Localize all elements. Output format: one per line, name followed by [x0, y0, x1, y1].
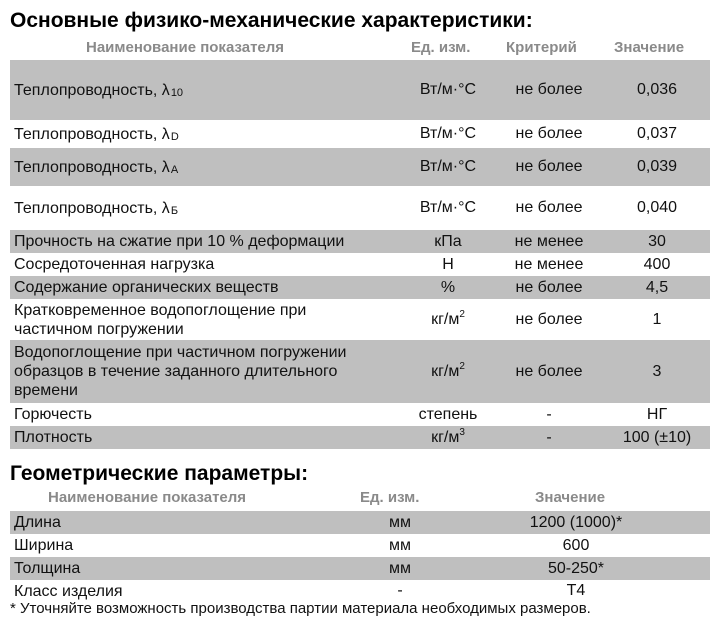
- row-value: 0,037: [636, 125, 678, 142]
- row-value: 0,040: [636, 199, 678, 216]
- row-unit: степень: [418, 405, 478, 423]
- row-name: Содержание органических веществ: [14, 279, 279, 296]
- footnote: * Уточняйте возможность производства партии материала необходимых размеров.: [10, 600, 591, 617]
- row-unit: Вт/м·°С: [419, 199, 477, 216]
- header-unit: Ед. изм.: [411, 39, 471, 56]
- row-unit: кг/м 2: [431, 309, 465, 328]
- row-name: Толщина: [14, 560, 81, 577]
- row-value: 1200 (1000)*: [529, 513, 623, 531]
- row-value: 0,036: [636, 81, 678, 98]
- row-value: 50-250*: [547, 559, 605, 577]
- table-row: [10, 340, 710, 403]
- row-name: Горючесть: [14, 406, 92, 423]
- row-unit: Вт/м·°С: [419, 125, 477, 142]
- row-unit: Н: [442, 255, 454, 273]
- row-name: Класс изделия: [14, 582, 123, 600]
- row-unit: мм: [389, 536, 411, 554]
- table-row: [10, 230, 710, 253]
- table-row: [10, 253, 710, 276]
- header-value: Значение: [535, 489, 606, 506]
- header-name: Наименование показателя: [48, 489, 247, 506]
- row-name: Ширина: [14, 537, 74, 554]
- header-criterion: Критерий: [506, 39, 577, 56]
- table-row: [10, 186, 710, 230]
- row-name: Теплопроводность, λ D: [14, 125, 179, 143]
- row-name: Длина: [14, 514, 61, 531]
- row-name: Сосредоточенная нагрузка: [14, 256, 215, 273]
- row-value: 600: [562, 536, 590, 554]
- row-unit: Вт/м·°С: [419, 158, 477, 175]
- table-row: [10, 60, 710, 120]
- row-name: Плотность: [14, 429, 93, 446]
- row-unit: -: [397, 582, 403, 599]
- section1-title: Основные физико-механические характеристики:: [10, 9, 533, 32]
- row-value: 100 (±10): [622, 428, 692, 446]
- row-criterion: не более: [515, 158, 583, 175]
- row-criterion: не более: [515, 362, 583, 380]
- row-value: 30: [648, 232, 666, 250]
- row-value: 400: [643, 255, 671, 273]
- row-criterion: не более: [515, 81, 583, 98]
- row-value: 4,5: [645, 278, 669, 296]
- row-criterion: не более: [515, 278, 583, 296]
- row-unit: кПа: [434, 232, 462, 250]
- section2-title: Геометрические параметры:: [10, 462, 309, 485]
- table-row: [10, 511, 710, 534]
- header-value: Значение: [614, 39, 685, 56]
- row-criterion: не более: [515, 125, 583, 142]
- row-unit: кг/м 2: [431, 361, 465, 380]
- table-row: [10, 403, 710, 426]
- row-criterion: не менее: [514, 232, 584, 250]
- table-row: [10, 557, 710, 580]
- table-row: [10, 426, 710, 449]
- row-unit: мм: [389, 513, 411, 531]
- row-unit: мм: [389, 559, 411, 577]
- row-name: Теплопроводность, λ A: [14, 158, 179, 176]
- header-unit: Ед. изм.: [360, 489, 420, 506]
- row-value: 0,039: [636, 158, 678, 175]
- table-row: [10, 580, 710, 602]
- row-criterion: -: [546, 428, 552, 446]
- row-unit: Вт/м·°С: [419, 81, 477, 98]
- row-name: Теплопроводность, λ 10: [14, 81, 184, 99]
- row-value: 3: [652, 362, 662, 380]
- row-value: НГ: [646, 405, 668, 423]
- row-value: Т4: [566, 582, 586, 599]
- row-criterion: не менее: [514, 255, 584, 273]
- row-name: Кратковременное водопоглощение при частичном погружении: [14, 301, 307, 338]
- header-name: Наименование показателя: [86, 39, 285, 56]
- table-row: [10, 299, 710, 340]
- row-criterion: не более: [515, 199, 583, 216]
- row-name: Теплопроводность, λ Б: [14, 199, 179, 217]
- row-unit: %: [440, 278, 456, 296]
- row-criterion: не более: [515, 310, 583, 328]
- row-unit: кг/м 3: [431, 427, 465, 446]
- row-value: 1: [652, 310, 662, 328]
- table-row: [10, 276, 710, 299]
- table-row: [10, 534, 710, 557]
- table-row: [10, 120, 710, 148]
- table-row: [10, 148, 710, 186]
- row-criterion: -: [546, 405, 552, 423]
- row-name: Водопоглощение при частичном погружении образцов в течение заданного длительного времени: [14, 344, 347, 399]
- row-name: Прочность на сжатие при 10 % деформации: [14, 233, 345, 250]
